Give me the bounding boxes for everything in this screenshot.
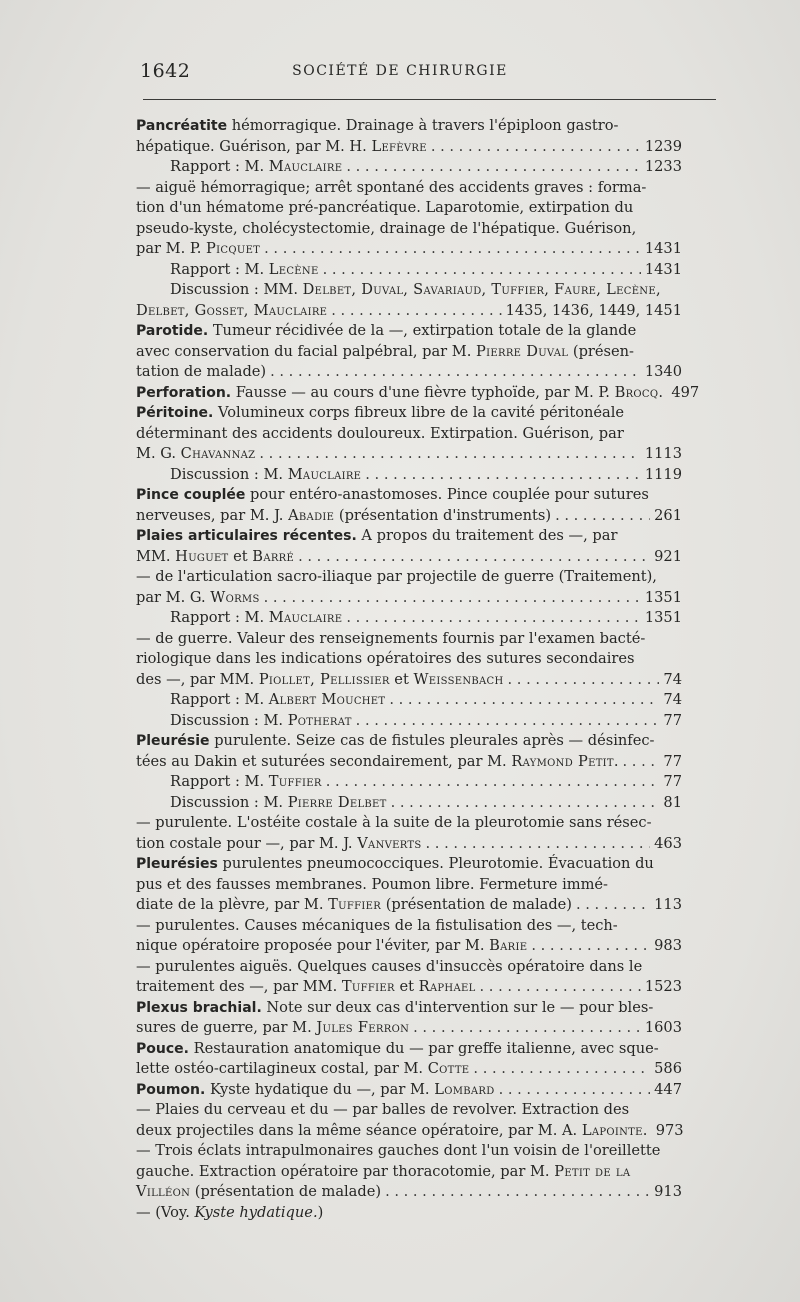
index-line xyxy=(136,444,682,465)
index-term: Parotide. xyxy=(136,323,209,339)
author-name: Worms xyxy=(210,588,260,606)
entry-text: Rapport : M. xyxy=(170,609,269,626)
entry-text: tées au Dakin et suturées secondairement, par M. xyxy=(136,752,512,770)
entry-text: tation de malade) xyxy=(136,363,267,380)
page-ref: 113 xyxy=(654,896,682,913)
entry-text: pour entéro-anastomoses. Pince couplée pour sutures xyxy=(245,486,649,503)
page-ref: 913 xyxy=(654,1183,682,1200)
author-name: Raphael xyxy=(418,978,476,995)
header-rule xyxy=(143,99,716,100)
page-ref: 1351 xyxy=(644,588,682,606)
index-line xyxy=(136,1018,682,1039)
page-ref: 74 xyxy=(663,691,682,708)
index-line xyxy=(136,690,682,711)
page-ref: 261 xyxy=(654,506,682,524)
author-name: Lapointe. xyxy=(581,1121,648,1139)
page-ref: 1340 xyxy=(644,363,682,380)
index-entries xyxy=(136,116,700,1223)
author-name: Cotte xyxy=(427,1060,470,1077)
index-term: Pancréatite xyxy=(136,118,228,134)
entry-text: — purulente. L'ostéite costale à la suite de la pleurotomie sans résec- xyxy=(136,814,652,831)
entry-text: et xyxy=(394,978,419,995)
entry-text: lette ostéo-cartilagineux costal, par M. xyxy=(136,1060,428,1077)
entry-text: (présentation de malade) xyxy=(190,1183,382,1200)
author-name: Weissenbach xyxy=(413,670,504,688)
author-name: Tuffier xyxy=(341,978,395,995)
author-name: Potherat xyxy=(287,711,352,729)
entry-text: Rapport : M. xyxy=(170,260,269,278)
index-line xyxy=(136,260,682,281)
index-term: Perforation. xyxy=(136,384,232,401)
entry-text: et xyxy=(228,547,253,565)
page-ref: 1435, 1436, 1449, 1451 xyxy=(505,301,682,319)
index-term: Pince couplée xyxy=(136,487,246,503)
entry-text: — Trois éclats intrapulmonaires gauches dont l'un voisin de l'oreillette xyxy=(136,1142,661,1159)
author-name: Jules Ferron xyxy=(316,1019,410,1036)
author-name: Raymond Petit xyxy=(511,752,614,770)
entry-text: déterminant des accidents douloureux. Extirpation. Guérison, par xyxy=(136,424,624,442)
author-name: Petit de la xyxy=(554,1162,631,1180)
author-name: Vanverts xyxy=(357,834,422,852)
index-line xyxy=(136,506,682,527)
page-ref: 447 xyxy=(654,1080,682,1098)
entry-text: Rapport : M. xyxy=(170,773,269,790)
running-header xyxy=(0,60,800,90)
index-line xyxy=(136,854,682,875)
index-line xyxy=(136,772,682,793)
entry-text: traitement des —, par MM. xyxy=(136,978,342,995)
page-ref: 973 xyxy=(655,1121,684,1139)
index-line xyxy=(136,1121,682,1142)
page-ref: 81 xyxy=(663,793,682,811)
page-ref: 1431 xyxy=(644,240,682,257)
entry-text: — de guerre. Valeur des renseignements fournis par l'examen bacté- xyxy=(136,629,646,647)
author-name: Pierre Duval xyxy=(476,342,569,360)
entry-text: Volumineux corps fibreux libre de la cavité péritonéale xyxy=(213,404,625,421)
entry-text: nerveuses, par M. J. xyxy=(136,506,289,524)
page-ref: 1233 xyxy=(644,158,682,175)
entry-text: gauche. Extraction opératoire par thoracotomie, par M. xyxy=(136,1162,555,1180)
index-line xyxy=(136,936,682,957)
index-line xyxy=(136,116,682,137)
entry-text: — aiguë hémorragique; arrêt spontané des accidents graves : forma- xyxy=(136,178,647,196)
author-name: Tuffier xyxy=(328,896,382,913)
page-number: 1642 xyxy=(140,60,191,82)
entry-text: MM. xyxy=(136,547,176,565)
author-name: Pierre Delbet xyxy=(287,793,387,811)
author-name: Abadie xyxy=(288,506,335,524)
entry-text: hépatique. Guérison, par M. H. xyxy=(136,137,372,155)
page-ref: 586 xyxy=(654,1060,682,1077)
entry-text: Discussion : M. xyxy=(170,465,288,483)
index-line xyxy=(136,383,700,404)
entry-text: — purulentes aiguës. Quelques causes d'insuccès opératoire dans le xyxy=(136,957,643,975)
entry-text: A propos du traitement des —, par xyxy=(356,527,618,544)
entry-text: — purulentes. Causes mécaniques de la fistulisation des —, tech- xyxy=(136,916,618,934)
index-line xyxy=(136,526,682,547)
entry-text: pseudo-kyste, cholécystectomie, drainage de l'hépatique. Guérison, xyxy=(136,219,637,237)
index-term: Pleurésies xyxy=(136,856,218,872)
author-name: Barré xyxy=(252,547,295,565)
entry-text: — de l'articulation sacro-iliaque par projectile de guerre (Traitement), xyxy=(136,568,657,585)
entry-text: Discussion : M. xyxy=(170,711,288,729)
page-ref: 1113 xyxy=(644,445,682,462)
index-line xyxy=(136,362,682,383)
page-ref: 1523 xyxy=(644,978,682,995)
entry-text: purulentes pneumococciques. Pleurotomie. Évacuation du xyxy=(217,855,654,872)
index-line xyxy=(136,711,682,732)
author-name: Delbet, Gosset, Mauclaire xyxy=(136,301,328,319)
entry-text: avec conservation du facial palpébral, par M. xyxy=(136,342,477,360)
entry-text: Rapport : M. xyxy=(170,691,269,708)
index-line xyxy=(136,1162,682,1183)
index-line xyxy=(136,198,682,219)
author-name: Lefèvre xyxy=(371,137,427,155)
entry-text: Restauration anatomique du — par greffe italienne, avec sque- xyxy=(188,1039,659,1057)
index-line xyxy=(136,916,682,937)
entry-text: sures de guerre, par M. xyxy=(136,1019,317,1036)
index-line xyxy=(136,178,682,199)
index-line xyxy=(136,567,682,588)
index-term: Péritoine. xyxy=(136,405,214,421)
page-ref: 1119 xyxy=(644,465,682,483)
entry-text: hémorragique. Drainage à travers l'épiploon gastro- xyxy=(227,117,619,134)
entry-text: Note sur deux cas d'intervention sur le — pour bles- xyxy=(261,998,654,1016)
author-name: Lombard xyxy=(434,1080,495,1098)
index-line xyxy=(136,731,682,752)
entry-text: (présentation d'instruments) xyxy=(334,506,552,524)
author-name: Villéon xyxy=(136,1183,191,1200)
page-ref: 921 xyxy=(654,547,682,565)
index-term: Plexus brachial. xyxy=(136,999,262,1016)
entry-text: tion costale pour —, par M. J. xyxy=(136,834,358,852)
index-line xyxy=(136,998,682,1019)
page-ref: 1431 xyxy=(644,260,682,278)
running-title: SOCIÉTÉ DE CHIRURGIE xyxy=(292,63,508,79)
author-name: Albert Mouchet xyxy=(268,691,386,708)
entry-text: (présentation de malade) xyxy=(381,896,572,913)
index-line xyxy=(136,403,682,424)
index-line xyxy=(136,608,682,629)
author-name: Tuffier xyxy=(268,773,322,790)
entry-text: Tumeur récidivée de la —, extirpation totale de la glande xyxy=(208,322,637,339)
entry-text: deux projectiles dans la même séance opératoire, par M. A. xyxy=(136,1121,582,1139)
index-line xyxy=(136,813,682,834)
page-ref: 77 xyxy=(663,711,682,729)
index-line xyxy=(136,834,682,855)
page-ref: 463 xyxy=(654,834,682,852)
index-line xyxy=(136,793,682,814)
index-line xyxy=(136,239,682,260)
author-name: Brocq. xyxy=(614,383,664,401)
author-name: Chavannaz xyxy=(180,445,256,462)
entry-text: — (Voy. xyxy=(136,1203,195,1221)
author-name: Mauclaire xyxy=(268,609,343,626)
page-ref: 74 xyxy=(663,670,682,688)
entry-text: . xyxy=(613,752,619,770)
page-ref: 497 xyxy=(671,383,700,401)
index-line xyxy=(136,280,682,301)
index-line xyxy=(136,957,682,978)
index-line xyxy=(136,1100,682,1121)
index-line xyxy=(136,219,682,240)
author-name: Delbet, Duval, Savariaud, Tuffier, Faure, Lecène, xyxy=(302,281,661,298)
index-line xyxy=(136,301,682,322)
author-name: Picquet xyxy=(206,240,261,257)
index-line xyxy=(136,321,682,342)
entry-text: Discussion : M. xyxy=(170,793,288,811)
page-ref: 77 xyxy=(663,773,682,790)
entry-text: par M. G. xyxy=(136,588,211,606)
author-name: Lecène xyxy=(268,260,319,278)
index-line xyxy=(136,547,682,568)
page-ref: 1239 xyxy=(644,137,682,155)
author-name: Piollet, Pellissier xyxy=(258,670,390,688)
page-ref: 77 xyxy=(663,752,682,770)
index-term: Pouce. xyxy=(136,1040,189,1057)
index-line xyxy=(136,157,682,178)
index-line xyxy=(136,895,682,916)
index-line xyxy=(136,588,682,609)
index-line xyxy=(136,977,682,998)
entry-text: Rapport : M. xyxy=(170,158,269,175)
entry-text: purulente. Seize cas de fistules pleurales après — désinfec- xyxy=(209,732,655,749)
index-term: Plaies articulaires récentes. xyxy=(136,528,357,544)
index-line xyxy=(136,342,682,363)
entry-text: Discussion : MM. xyxy=(170,281,303,298)
index-line xyxy=(136,137,682,158)
entry-text: — Plaies du cerveau et du — par balles de revolver. Extraction des xyxy=(136,1101,630,1118)
page-ref: 1603 xyxy=(644,1019,682,1036)
entry-text: diate de la plèvre, par M. xyxy=(136,896,329,913)
index-line xyxy=(136,670,682,691)
entry-text: des —, par MM. xyxy=(136,670,259,688)
author-name: Mauclaire xyxy=(287,465,362,483)
entry-text: tion d'un hématome pré-pancréatique. Laparotomie, extirpation du xyxy=(136,199,634,216)
page-ref: 983 xyxy=(654,937,682,954)
index-term: Poumon. xyxy=(136,1081,206,1098)
index-line xyxy=(136,1080,682,1101)
index-line xyxy=(136,1203,682,1224)
index-line xyxy=(136,752,682,773)
index-line xyxy=(136,875,682,896)
entry-text: et xyxy=(389,670,414,688)
entry-text: par M. P. xyxy=(136,240,207,257)
page-ref: 1351 xyxy=(644,609,682,626)
cross-reference: Kyste hydatique. xyxy=(194,1203,318,1221)
index-line xyxy=(136,1182,682,1203)
entry-text: pus et des fausses membranes. Poumon libre. Fermeture immé- xyxy=(136,875,608,893)
author-name: Huguet xyxy=(175,547,229,565)
author-name: Barie xyxy=(489,937,528,954)
entry-text: Kyste hydatique du —, par M. xyxy=(205,1080,435,1098)
index-line xyxy=(136,485,682,506)
entry-text: M. G. xyxy=(136,445,181,462)
index-line xyxy=(136,649,682,670)
index-line xyxy=(136,629,682,650)
entry-text: (présen- xyxy=(568,342,634,360)
entry-text: Fausse — au cours d'une fièvre typhoïde, par M. P. xyxy=(231,383,615,401)
index-line xyxy=(136,1059,682,1080)
index-term: Pleurésie xyxy=(136,733,210,749)
entry-text: ) xyxy=(317,1203,324,1221)
entry-text: nique opératoire proposée pour l'éviter, par M. xyxy=(136,937,490,954)
index-line xyxy=(136,1039,682,1060)
entry-text: riologique dans les indications opératoires des sutures secondaires xyxy=(136,650,635,667)
index-line xyxy=(136,1141,682,1162)
author-name: Mauclaire xyxy=(268,158,343,175)
index-line xyxy=(136,424,682,445)
index-line xyxy=(136,465,682,486)
